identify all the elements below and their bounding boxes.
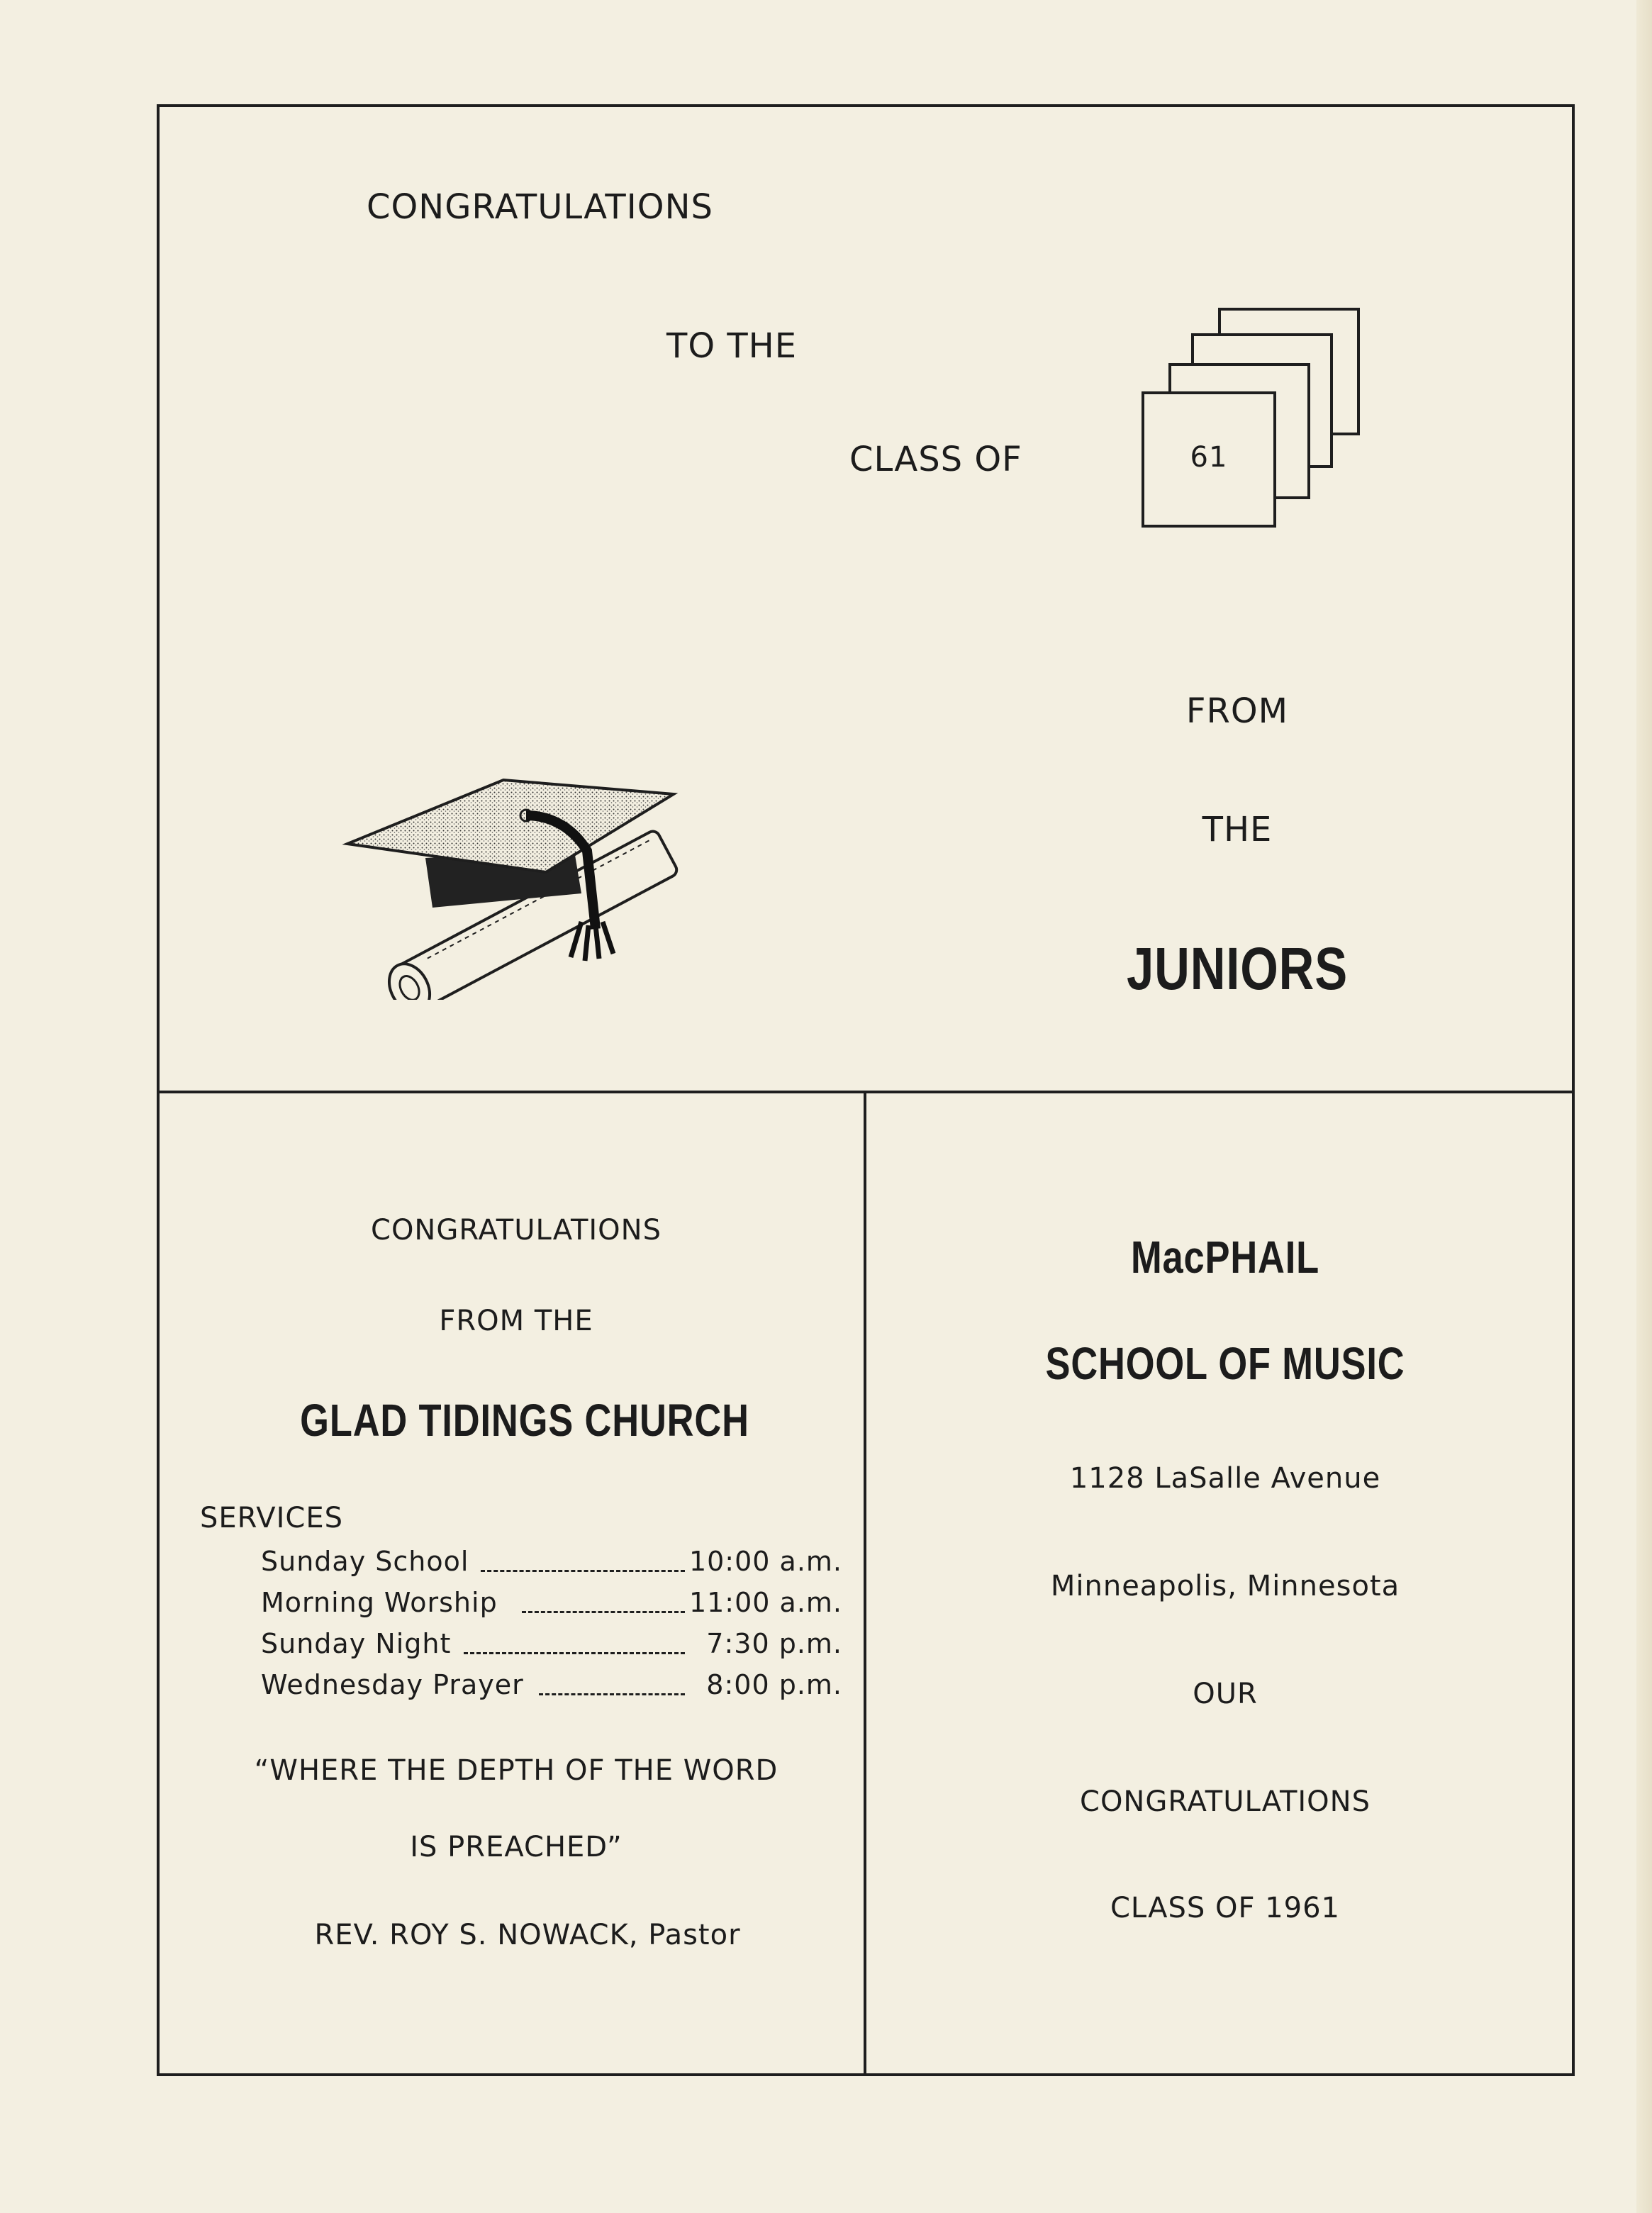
leader-dots [481, 1570, 685, 1572]
church-pastor: REV. ROY S. NOWACK, Pastor [314, 1919, 741, 1951]
music-school-city: Minneapolis, Minnesota [1050, 1570, 1400, 1602]
service-label: Sunday School [261, 1546, 469, 1577]
page-edge [1636, 0, 1652, 2213]
services-heading: SERVICES [200, 1502, 344, 1534]
service-label: Sunday Night [261, 1628, 452, 1659]
service-label: Morning Worship [261, 1587, 498, 1618]
vertical-divider [864, 1091, 866, 2076]
leader-dots [464, 1652, 685, 1654]
the-text: THE [1202, 810, 1273, 849]
leader-dots [539, 1693, 685, 1695]
juniors-title: JUNIORS [1127, 935, 1348, 1002]
music-school-address: 1128 LaSalle Avenue [1069, 1462, 1381, 1495]
congratulations-heading: CONGRATULATIONS [367, 187, 713, 227]
year-text: 61 [1190, 441, 1228, 474]
service-row [261, 1546, 842, 1581]
music-school-name-line2: SCHOOL OF MUSIC [1045, 1338, 1405, 1389]
church-name: GLAD TIDINGS CHURCH [300, 1395, 749, 1446]
church-motto-line1: “WHERE THE DEPTH OF THE WORD [254, 1754, 778, 1787]
service-time: 8:00 p.m. [706, 1669, 842, 1700]
church-congratulations: CONGRATULATIONS [371, 1214, 662, 1247]
music-school-name-line1: MacPHAIL [1130, 1232, 1320, 1283]
service-time: 7:30 p.m. [706, 1628, 842, 1659]
class-of-text: CLASS OF [849, 440, 1022, 479]
service-label: Wednesday Prayer [261, 1669, 524, 1700]
music-school-congratulations: CONGRATULATIONS [1080, 1785, 1371, 1818]
music-school-our: OUR [1193, 1678, 1258, 1710]
service-time: 10:00 a.m. [688, 1546, 842, 1577]
year-square [1142, 391, 1276, 528]
music-school-class: CLASS OF 1961 [1110, 1892, 1340, 1924]
from-text: FROM [1185, 691, 1289, 731]
graduation-cap-and-diploma-icon [340, 766, 709, 1000]
service-row [261, 1669, 842, 1705]
service-row [261, 1587, 842, 1622]
service-time: 11:00 a.m. [688, 1587, 842, 1618]
leader-dots [522, 1611, 685, 1613]
church-motto-line2: IS PREACHED” [410, 1831, 623, 1863]
to-the-text: TO THE [666, 326, 798, 366]
service-row [261, 1628, 842, 1663]
church-from-the: FROM THE [439, 1305, 593, 1337]
